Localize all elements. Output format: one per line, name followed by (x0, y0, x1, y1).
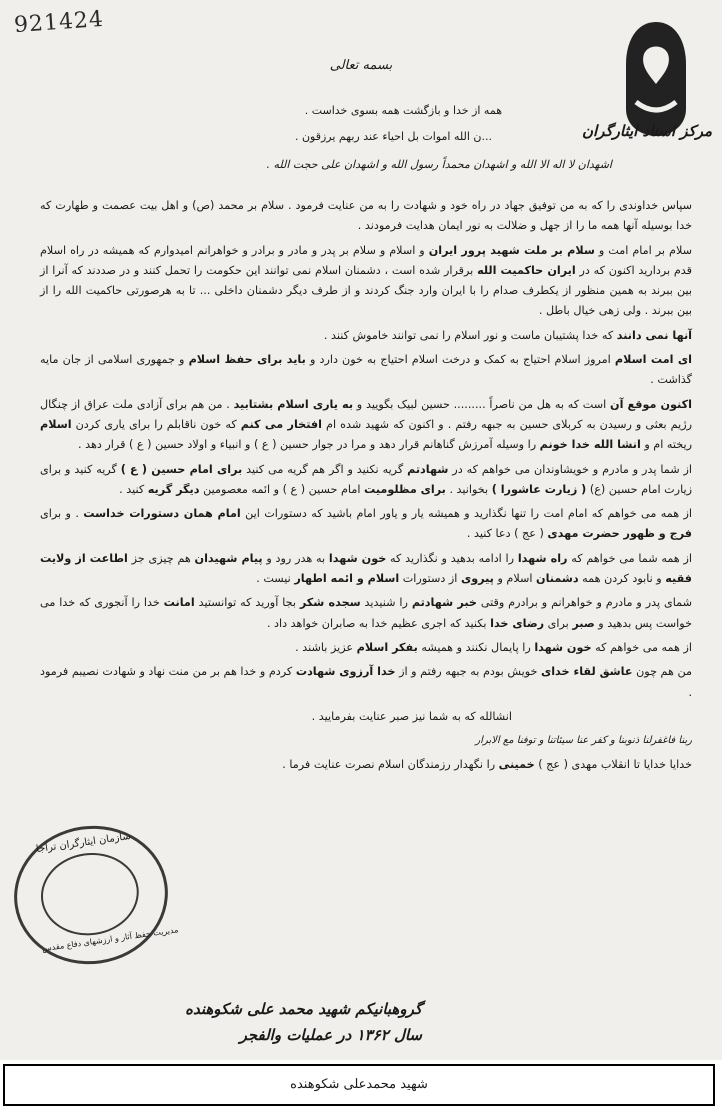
handwritten-archive-number: 921424 (13, 6, 105, 39)
signature-year: سال ۱۳۶۲ در عملیات والفجر (239, 1026, 422, 1044)
paragraph-7: از همه می خواهم که امام امت را تنها نگذارید و همیشه یار و یاور امام باشید که دستورات این امام همان دستورات خداست . و برای فرج و ظهور حضرت مهدی ( عج ) دعا کنید . (40, 507, 693, 541)
paragraph-4: ای امت اسلام امروز اسلام احتیاج به کمک و درخت اسلام احتیاج به خون دارد و باید برای حفظ اسلام و جمهوری اسلامی از جان مایه گذاشت . (40, 353, 693, 387)
paragraph-2: سلام بر امام امت و سلام بر ملت شهید پرور ایران و اسلام و سلام بر پدر و مادر و برادر و خواهرانم امیدوارم که همیشه در راه اسلام قدم بردارید اکنون که در ایران حاکمیت الله برقرار شده است ، دشمنان اسلام نمی توانند این حکومت را تحمل کنند و در صددند که آنرا از بین ببرند به همین منظور از یکطرف صدام را با ایران وارد جنگ کردند و از طرف دیگر دشمنان داخلی ... تا به هرصورتی حاکمیت الله را از بین ببرند . ولی زهی خیال باطل . (40, 243, 692, 318)
archive-logo-text: مرکز اسناد ایثارگران (582, 122, 712, 140)
paragraph-10: از همه می خواهم که خون شهدا را پایمال نکنند و همیشه بفکر اسلام عزیز باشند . (295, 640, 692, 654)
paragraph-12: انشالله که به شما نیز صبر عنایت بفرمایید . (311, 709, 512, 723)
paragraph-1: سپاس خداوندی را که به من توفیق جهاد در راه خود و شهادت را به من عنایت فرمود . سلام بر محمد (ص) و اهل بیت عصمت و طهارت که خدا بوسیله آنها همه ما را از جهل و ضلالت به نور ایمان هدایت فرمودند . (40, 199, 692, 233)
header-line-3: اشهدان لا اله الا الله و اشهدان محمداً رسول الله و اشهدان علی حجت الله . (266, 158, 612, 171)
caption-box: شهید محمدعلی شکوهنده (3, 1064, 715, 1106)
stamp-emblem-icon (36, 847, 144, 942)
paragraph-11: من هم چون عاشق لقاء خدای خویش بودم به جبهه رفتم و از خدا آرزوی شهادت کردم و خدا هم بر من منت نهاد و شهادت نصیبم فرمود . (40, 665, 692, 699)
paragraph-5: اکنون موقع آن است که به هل من ناصراً ......... حسین لبیک بگویید و به یاری اسلام بشتابید . من هم برای آزادی ملت عراق از چنگال رژیم بعثی و رسیدن به کربلای حسین به جبهه رفتم . و اکنون که شهید شده ام افتخار می کنم که خون ناقابلم را برای یاری کردن اسلام ریخته ام و انشا الله خدا خونم را وسیله آمرزش گناهانم قرار دهد و مرا در جوار حسین ( ع ) و انبیاء و اولاد حسین ( ع ) قرار دهد . (40, 397, 692, 452)
organization-stamp (5, 816, 177, 974)
header-line-2: ...ن الله اموات بل احیاء عند ربهم یرزقون . (294, 130, 492, 143)
paragraph-13: ربنا فاغفرلنا ذنوبنا و کفر عنا سیئاتنا و توفنا مع الابرار (475, 735, 692, 747)
bismillah-heading: بسمه تعالی (329, 58, 393, 73)
paragraph-14: خدایا خدایا تا انقلاب مهدی ( عج ) خمینی را نگهدار رزمندگان اسلام نصرت عنایت فرما . (282, 758, 692, 772)
testament-body (40, 196, 692, 780)
stamp-bottom-text: مدیریت حفظ آثار و ارزشهای دفاع مقدس (41, 925, 179, 954)
paragraph-6: از شما پدر و مادرم و خویشاوندان می خواهم که در شهادتم گریه نکنید و اگر هم گریه می کنید برای امام حسین ( ع ) گریه کنید و برای زیارت امام حسین (ع) ( زیارت عاشورا ) بخوانید . برای مظلومیت امام حسین ( ع ) و ائمه معصومین دیگر گریه کنید . (40, 462, 693, 496)
paragraph-8: از همه شما می خواهم که راه شهدا را ادامه بدهید و نگذارید که خون شهدا به هدر رود و پیام شهیدان هم چیزی جز اطاعت از ولایت فقیه و نابود کردن همه دشمنان اسلام و پیروی از دستورات اسلام و ائمه اطهار نیست . (40, 551, 692, 586)
signature-name: گروهبانیکم شهید محمد علی شکوهنده (185, 1000, 422, 1018)
stamp-top-text: سازمان ایثارگران تراجا (35, 830, 132, 856)
paragraph-9: شمای پدر و مادرم و خواهرانم و برادرم وقتی خبر شهادتم را شنیدید سجده شکر بجا آورید که توانستید امانت خدا را آنجوری که خدا می خواست پس بدهید و صبر برای رضای خدا بکنید که اجری عظیم خدا به صابران خواهد داد . (40, 596, 692, 630)
paragraph-3: آنها نمی دانند که خدا پشتیبان ماست و نور اسلام را نمی توانند خاموش کنند . (323, 328, 692, 342)
header-line-1: همه از خدا و بازگشت همه بسوی خداست . (304, 104, 502, 117)
